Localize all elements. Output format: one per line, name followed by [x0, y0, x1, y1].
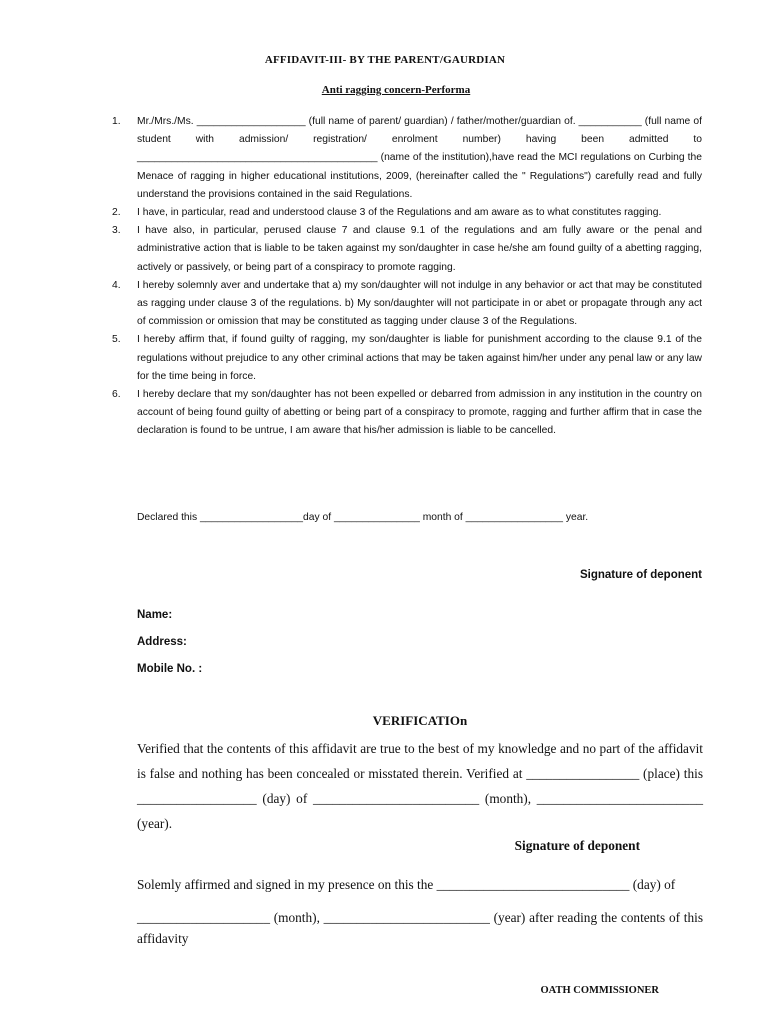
affirmation-line: Solemly affirmed and signed in my presence on this the _____________________________ (day) of: [137, 877, 676, 892]
clause-item: [112, 386, 702, 441]
clause-item: [112, 331, 702, 386]
affirmation-line: ____________________ (month), _________________________ (year) after reading the contents of this: [137, 910, 703, 925]
clause-item: [112, 113, 702, 204]
clause-item: [112, 204, 702, 222]
verification-title: VERIFICATIOn: [372, 713, 468, 728]
clause-text: I hereby declare that my son/daughter has not been expelled or debarred from admission in any institution in the country on account of being found guilty of abetting or being part of a conspiracy to promote, ragging and further affirm that in case the declaration is found to be untrue, I am aware that his/her admission is liable to be cancelled.: [137, 389, 702, 437]
affirmation-line: affidavity: [137, 931, 189, 946]
clause-number: 6.: [112, 389, 121, 401]
name-label: Name:: [137, 609, 173, 621]
clause-text: Mr./Mrs./Ms. ___________________ (full name of parent/ guardian) / father/mother/guardian of. ___________ (full name of student with admission/ registration/ enrolment number) having been admitted to __________________________________________ (name of the institution),have read the MCI regulations on Curbing the Menace of ragging in higher educational institutions, 2009, (hereinafter called the " Regulations") carefully read and fully understand the provisions contained in the said Regulations.: [137, 116, 702, 200]
affirmation-block: [137, 874, 703, 949]
document-title: AFFIDAVIT-III- BY THE PARENT/GAURDIAN: [264, 54, 506, 66]
mobile-label: Mobile No. :: [137, 663, 203, 675]
clause-text: I have, in particular, read and understood clause 3 of the Regulations and am aware as to what constitutes ragging.: [137, 207, 662, 219]
verification-text: Verified that the contents of this affidavit are true to the best of my knowledge and no part of the affidavit is false and nothing has been concealed or misstated therein. Verified at _________________ (place) this __________________ (day) of _________________________ (month), _________________________ (year).: [137, 741, 703, 831]
clause-text: I have also, in particular, perused clause 7 and clause 9.1 of the regulations and am fully aware or the penal and administrative action that is liable to be taken against my son/daughter in case he/she am found guilty of a abetting ragging, actively or passively, or being part of a conspiracy to promote ragging.: [137, 225, 702, 273]
clause-number: 2.: [112, 207, 121, 219]
clause-number: 3.: [112, 225, 121, 237]
clause-number: 4.: [112, 279, 121, 291]
signature-of-deponent-label: Signature of deponent: [579, 569, 702, 581]
clause-list: [112, 113, 702, 441]
declared-line: Declared this __________________day of _______________ month of _________________ year.: [137, 512, 589, 523]
clause-number: 5.: [112, 334, 121, 346]
verification-signature-label: Signature of deponent: [514, 838, 640, 853]
clause-number: 1.: [112, 116, 121, 127]
document-subtitle: Anti ragging concern-Performa: [321, 84, 471, 96]
clause-text: I hereby affirm that, if found guilty of ragging, my son/daughter is liable for punishment according to the clause 9.1 of the regulations without prejudice to any other criminal actions that may be taken against him/her under any penal law or any law for the time being in force.: [137, 334, 702, 382]
oath-commissioner-label: OATH COMMISSIONER: [540, 985, 659, 996]
clause-item: [112, 222, 702, 277]
clause-text: I hereby solemnly aver and undertake that a) my son/daughter will not indulge in any behavior or act that may be constituted as ragging under clause 3 of the regulations. b) My son/daughter will not participate in or abet or propagate through any act of commission or omission that may be constituted as tagging under clause 3 of the Regulations.: [137, 279, 702, 328]
address-label: Address:: [137, 636, 187, 648]
clause-item: [112, 277, 702, 332]
